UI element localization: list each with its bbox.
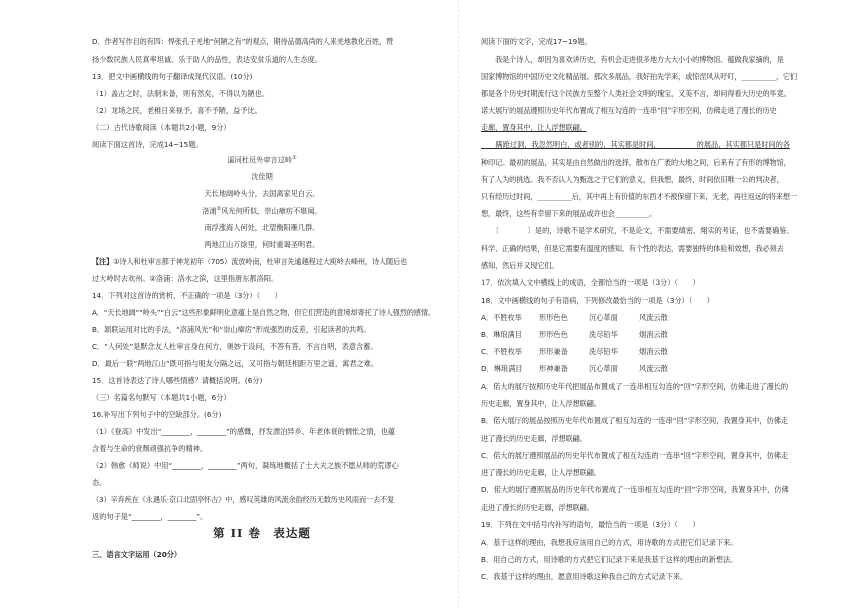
poem-line-4: 两地江山万馀里，何时重谒圣明君。 [204, 240, 320, 249]
question-19-option-b: C．我基于这样的理由，愿意用诗歌这种我自己的方式记录下来。 [481, 572, 688, 581]
question-19: A．基于这样的理由，我想我应该用自己的方式，用诗歌的方式把它们记录下来。 [481, 538, 738, 547]
question-14-option-a: A．“天长地阔”“岭头”“白云”这些形象鲜明化意蕴上是自然之物，但它们营造的意境却寄托了诗人强烈的感情。 [92, 308, 435, 317]
question-17-option-a: A．不胜枚举 形形色色 沉心革面 风流云散 [481, 313, 668, 322]
question-18-option-d-line-1: 走进了漫长的历史走廊，浮想联翩。 [481, 503, 594, 512]
question-13: 13．把文中画横线的句子翻译成现代汉语。(10分) [92, 72, 253, 81]
question-18-option-a-line-1: 历史走廊，置身其中，让人浮想联翩。 [481, 399, 601, 408]
recitation-section-heading: （三）名篇名句默写（本题共1小题，6分） [92, 393, 231, 402]
question-18-option-c-line-2: D．偌大的展厅遵照展品的历史年代布置成了一连串相互勾连的“回”字形空间，我置身其中，仿佛 [481, 485, 789, 494]
page-fold-line [458, 0, 459, 608]
passage-line-4: 诺大展厅的展品遵照历史年代布置成了相互勾连的一连串“回”字形空间，仿佛走进了漫长的历史 [481, 106, 777, 115]
question-16-item-3-line-2: 返的句子是“________，________”。 [92, 512, 208, 521]
poem-author: 沈佺期 [251, 172, 273, 181]
poem-note-line-1: 【注】①诗人和杜审言都于神龙初年（705）流放岭南，杜审言先逾越程过大庾岭去峰州，诗人随后也 [92, 257, 408, 266]
poem-line-3: 南浮涨海人何处，北望衡阳雁几群。 [204, 223, 320, 232]
question-15: 15．这首诗表达了诗人哪些情感？请概括说明。(6分) [92, 376, 263, 385]
reading-instructions: 阅读下面的文字，完成17~19题。 [481, 37, 592, 46]
poem-line-1: 天长地阔岭头分，去国离家见白云。 [204, 189, 320, 198]
question-14-option-d: D．最后一联“两地江山”既可指与朋友分隔之远，又可指与朝廷相距万里之遥，寓君之难。 [92, 359, 379, 368]
passage-line-9: 只有经历过时间，__________后，其中再上有价值的东西才不被保留下来，无老，再往返远的将来想一 [481, 192, 797, 201]
question-17-option-d: D．琳琅满目 形神兼备 沉心革面 风流云散 [481, 364, 668, 373]
poetry-instructions: 阅读下面这首诗，完成14~15题。 [92, 140, 203, 149]
passage-line-10: 想，最终，这些有幸留下来的展品或许也会__________。 [481, 209, 657, 218]
question-18: A．偌大的展厅按照历史年代把展品布置成了一连串相互勾连的“回”字形空间，仿佛走进了漫长的 [481, 382, 789, 391]
question-16-item-2-line-2: 态。 [92, 478, 107, 487]
question-16-item-1-line-2: 含着与生命的衰颓顽强抗争的精神。 [92, 444, 208, 453]
option-d-line-1: D．作者写作目的有四：悍张孔子羌地“何陋之有”的观点，期待品德高尚的人来羌地教化百姓，赞 [92, 37, 394, 46]
passage-line-14: 17．依次填入文中横线上的成语，全都恰当的一项是（3分）（ ） [481, 278, 700, 287]
question-18-option-c-line-1: 进了漫长的历史走廊，让人浮想联翩。 [481, 468, 601, 477]
question-16-item-1-line-1: （1）《登高》中发出“________，________”的感慨，抒发漂泊异乡、年老体衰的惆怅之情，也蕴 [92, 427, 396, 436]
question-14-option-b: B．颔联运用对比的手法，“洛浦风光”和“崇山瘴疠”形成强烈的反差，引起读者的共鸣。 [92, 325, 371, 334]
question-18-option-b-line-2: C．偌大的展厅遵照展品的历史年代布置成了相互勾连的一连串“回”字形空间，置身其中，仿佛走 [481, 451, 789, 460]
question-16-item-2-line-1: （2）韩愈《师说》中用“________，________”两句，凝练地概括了士大夫之族不愿从师的荒谬心 [92, 461, 399, 470]
poem-title: 遥同杜员外审言过岭① [227, 155, 297, 165]
passage-line-2: 国家博物馆的中国历史文化精品展。那次多展品，我好拍先学来，或惊涅风从吁叮，__________，它们 [481, 72, 797, 81]
question-17-option-c: C．不胜枚举 形形兼备 洗尽铅华 烟消云散 [481, 347, 668, 356]
language-section-heading: 三、语言文字运用（20分） [92, 550, 182, 559]
question-16-item-3-line-1: （3）辛弃疾在《永遇乐·京口北固亭怀古》中，感叹英雄的风流余韵经历无数历史风雨而一去不复 [92, 495, 395, 504]
question-13-sentence-1: （1）盖古之时，法制未备，则有然矣，不得以为陋也。 [92, 89, 270, 98]
passage-line-3: 都是各个历史时期流行这个民族方至整个人类社会文明的瑰宝，又美不言，却问得看大历史的毕竟。 [481, 89, 791, 98]
passage-line-11: 〔 〕是的，诗歌不是学术研究，不是论文，不需要缜密、翔实的考证，也不需要确鉴、 [481, 226, 794, 235]
section-title: 第 II 卷 表达题 [213, 526, 311, 540]
passage-line-12: 科学、正确的结果，但是它需要有温度的感知，有个性的表达，需要独特的体验和效想，我必须去 [481, 244, 784, 253]
poem-note-line-2: 过大岭时去欢州。②洛浦：洛水之滨，这里指唐东都洛阳。 [92, 274, 279, 283]
passage-line-13: 感知，然后并又现它们。 [481, 261, 559, 270]
poetry-section-heading: （二）古代诗歌阅读（本题共2小题，9分） [92, 123, 231, 132]
question-18-option-d-line-2: 19．下列在文中括号内补写的语句，最恰当的一项是（3分）（ ） [481, 520, 700, 529]
question-14: 14．下列对这首诗的赏析，不正确的一项是（3分）（ ） [92, 291, 282, 300]
passage-line-8: 有了人为的挑选。我不否认人为甄选之于它们的意义，但我想，最终，时间依旧唯一公的判决者， [481, 175, 784, 184]
passage-underlined-line-2: 蹒跄过洞，我忽然明白，或者别的，其实都是时间，__________的展品，其实都只是时间的各 [481, 140, 791, 149]
option-d-line-2: 扬少数民族人民真率坦诚、乐于助人的品性，表达安贫乐道的人生态度。 [92, 55, 323, 64]
question-19-option-a: B．用自己的方式，用诗歌的方式把它们记录下来是我基于这样的理由的新想法。 [481, 555, 738, 564]
question-17: 18．文中画横线的句子有语病，下列修改最恰当的一项是（3分）（ ） [481, 296, 714, 305]
question-13-sentence-2: （2）龙场之民，老稚日来视予，喜不予陋，益予比。 [92, 106, 262, 115]
passage-line-1: 我是个诗人，却因为喜欢讲历史，有机会走进很多地方大大小小的博物馆。蕴做我家摘的，是 [481, 55, 784, 64]
question-17-option-b: B．琳琅满目 形形色色 洗尽铅华 烟消云散 [481, 330, 668, 339]
poem-line-2: 洛浦②风光何所似，崇山瘴疠不堪闻。 [202, 206, 322, 216]
question-18-option-a-line-2: B．偌大展厅的展品按照历史年代布置成了相互勾连的一连串“回”字形空间，我置身其中，仿佛走 [481, 416, 789, 425]
passage-line-7: 种印记。最初的展品，其实是由自然做出的选择，散布在广袤的大地之间，后来有了有形的博物馆， [481, 158, 791, 167]
question-16: 16.补写出下列句子中的空缺部分。(6分) [92, 410, 222, 419]
question-14-option-c: C．“人何处”是默念友人杜审言身在何方，奥妙于设问，不答有答，不言自明，表意含蓄。 [92, 342, 378, 351]
passage-underlined-line-1: 走廊，置身其中，让人浮想联翩。 [481, 123, 587, 132]
question-18-option-b-line-1: 进了漫长的历史走廊，浮想联翩。 [481, 434, 587, 443]
